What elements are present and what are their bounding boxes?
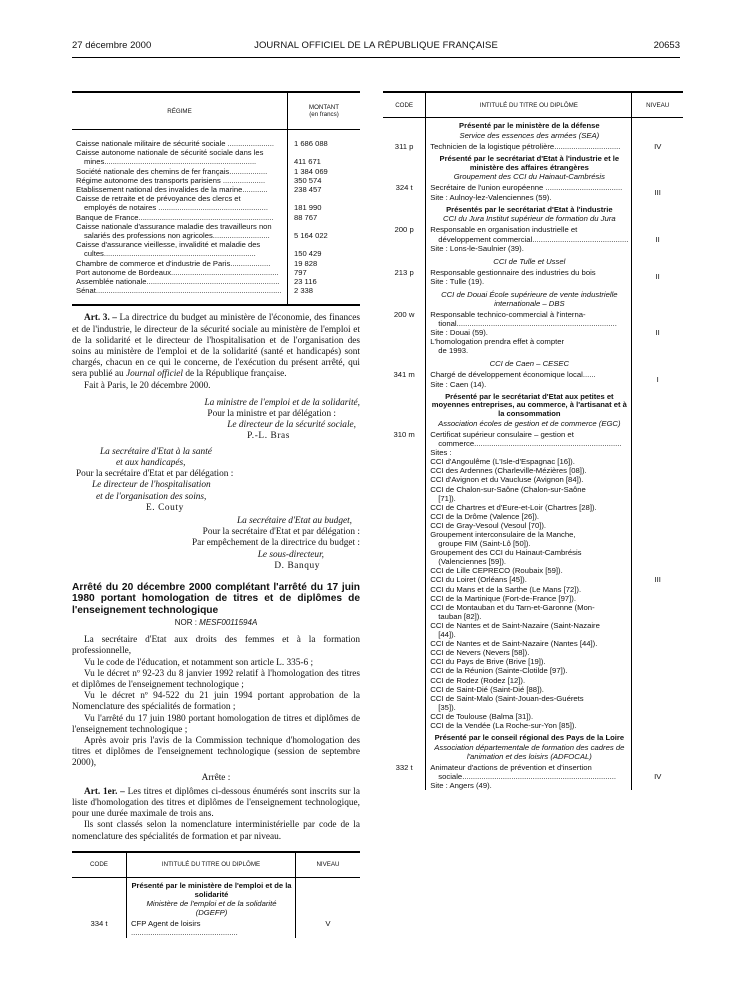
budget-row xyxy=(72,185,360,194)
entry-line: groupe FIM (Saint-Lô [50]). xyxy=(438,539,531,549)
montant-cell: 88 767 xyxy=(288,213,361,222)
entry-line: Chargé de développement économique local...... xyxy=(430,370,596,380)
arrete-preamble xyxy=(72,635,360,769)
entry-niveau: II xyxy=(655,328,660,338)
entry-line: Responsable en organisation industrielle et xyxy=(430,225,578,235)
entry-line: sociale........................................................................ xyxy=(438,771,616,781)
entry-line: CCI de Chartres et d'Eure-et-Loir (Chartres [28]). xyxy=(430,502,597,512)
entry-niveau: III xyxy=(654,188,661,198)
regime-line: Caisse autonome nationale de sécurité sociale dans les xyxy=(76,148,264,158)
entry-line: de 1993. xyxy=(438,346,469,356)
montant-cell: 23 116 xyxy=(288,277,361,286)
budget-table xyxy=(72,91,360,306)
entry-line: Site : Caen (14). xyxy=(430,379,487,389)
entry-line: CCI de Saint-Malo (Saint-Jouan-des-Guérets xyxy=(430,693,584,703)
sig2-name: E. Couty xyxy=(146,502,184,513)
nor-value: MESF0011594A xyxy=(199,618,258,628)
article-1-text: Les titres et diplômes ci-dessous énumérés sont inscrits sur la liste d'homologation des titres et diplômes de l'enseignement technologique, pour une durée maximale de trois ans. xyxy=(72,786,360,820)
entry-line: Groupement interconsulaire de la Manche, xyxy=(430,530,576,540)
preamble-paragraph: Après avoir pris l'avis de la Commission technique d'homologation des titres et diplômes de l'enseignement technologique (session de septembre 2000), xyxy=(72,735,360,769)
header-title: JOURNAL OFFICIEL DE LA RÉPUBLIQUE FRANÇAISE xyxy=(254,40,498,51)
signature-block-1 xyxy=(72,392,360,443)
col-regime: RÉGIME xyxy=(72,92,288,130)
entry-line: [35]). xyxy=(438,702,456,712)
section-subheading: CCI de Caen – CESEC xyxy=(489,359,570,369)
right-column xyxy=(383,91,683,790)
entry-line: CCI de Rodez (Rodez [12]). xyxy=(430,675,526,685)
nor-label: NOR : xyxy=(174,618,200,628)
regime-cell xyxy=(72,213,288,222)
section-header-row xyxy=(383,389,683,430)
col-titre: INTITULÉ DU TITRE OU DIPLÔME xyxy=(426,92,632,118)
regime-line: salariés des professions non agricoles........................... xyxy=(84,231,270,241)
budget-row xyxy=(72,148,360,166)
sig1-title: La ministre de l'emploi et de la solidarité, xyxy=(204,397,360,408)
montant-cell: 150 429 xyxy=(288,240,361,258)
montant-cell: 5 164 022 xyxy=(288,222,361,240)
table-row xyxy=(383,430,683,730)
budget-row xyxy=(72,213,360,222)
entry-line: CCI du Loiret (Orléans [45]). xyxy=(430,575,527,585)
section-header-row xyxy=(383,253,683,268)
arrete-word: Arrête : xyxy=(201,772,231,783)
entry-niveau: V xyxy=(325,919,331,929)
regime-cell xyxy=(72,139,288,148)
entry-line: CCI de Gray-Vesoul (Vesoul [70]). xyxy=(430,520,547,530)
sig1-name: P.-L. Bras xyxy=(247,431,290,442)
budget-row xyxy=(72,240,360,258)
entry-line: CCI des Ardennes (Charleville-Mézières [08]). xyxy=(430,466,587,476)
preamble-paragraph: Vu l'arrêté du 17 juin 1980 portant homologation de titres et diplômes de l'enseignement technologique ; xyxy=(72,713,360,735)
regime-line: Régime autonome des transports parisiens .................... xyxy=(76,175,266,185)
entry-line: Animateur d'actions de prévention et d'insertion xyxy=(430,762,592,772)
montant-cell: 1 686 088 xyxy=(288,139,361,148)
signature-block-2 xyxy=(72,443,360,514)
left-column xyxy=(72,91,360,938)
section-header-row xyxy=(383,118,683,142)
sig3-line3: Le sous-directeur, xyxy=(257,549,324,560)
montant-cell: 2 338 xyxy=(288,286,361,295)
budget-row xyxy=(72,277,360,286)
entry-line: développement commercial............................................. xyxy=(438,234,629,244)
section-subheading: Service des essences des armées (SEA) xyxy=(459,130,600,140)
entry-line: Groupement des CCI du Hainaut-Cambrésis xyxy=(430,548,582,558)
article-1 xyxy=(72,787,360,821)
entry-title xyxy=(426,225,632,252)
article-3 xyxy=(72,313,360,380)
classification-note: Ils sont classés selon la nomenclature interministérielle par code de la nomenclature des spécialités de formation et par niveau. xyxy=(72,820,360,842)
entry-line: [44]). xyxy=(438,630,456,640)
entry-line: CCI de Nantes et de Saint-Nazaire (Nantes [44]). xyxy=(430,639,598,649)
entry-line: (Valenciennes [59]). xyxy=(438,557,507,567)
sig3-title: La secrétaire d'Etat au budget, xyxy=(237,515,352,526)
entry-line: CCI du Pays de Brive (Brive [19]). xyxy=(430,657,546,667)
regime-cell xyxy=(72,185,288,194)
entry-line: CCI de Toulouse (Balma [31]). xyxy=(430,711,534,721)
section-heading: Présenté par le ministère de l'emploi et de la solidarité xyxy=(131,880,292,899)
regime-cell xyxy=(72,259,288,268)
entry-code: 341 m xyxy=(393,370,415,380)
section-heading: Présenté par le secrétariat d'Etat aux petites et moyennes entreprises, au commerce, à l'artisanat et à la consommation xyxy=(431,391,627,419)
entry-line: Technicien de la logistique pétrolière............................... xyxy=(430,141,621,151)
article-3-jo: Journal officiel xyxy=(125,369,184,380)
regime-line: Port autonome de Bordeaux................................................... xyxy=(76,267,279,277)
montant-cell: 238 457 xyxy=(288,185,361,194)
regime-cell xyxy=(72,167,288,176)
nor-line xyxy=(72,618,360,627)
entry-line: Site : Angers (49). xyxy=(430,781,492,791)
section-subheading: Ministère de l'emploi et de la solidarité (DGEFP) xyxy=(146,899,277,918)
entry-title xyxy=(426,310,632,355)
entry-line: commerce..................................................................... xyxy=(438,439,622,449)
col-montant-line1: MONTANT xyxy=(308,104,340,111)
section-heading: Présenté par le ministère de la défense xyxy=(459,121,600,130)
montant-cell: 350 574 xyxy=(288,176,361,185)
montant-cell: 181 990 xyxy=(288,194,361,212)
sig2-title1: La secrétaire d'Etat à la santé xyxy=(100,446,212,457)
entry-line: CCI de Saint-Dié (Saint-Dié [88]). xyxy=(430,684,544,694)
entry-title xyxy=(426,763,632,790)
sig3-line2: Par empêchement de la directrice du budget : xyxy=(191,538,360,549)
section-heading: Présentés par le secrétariat d'Etat à l'industrie xyxy=(446,204,613,214)
section-subheading: Groupement des CCI du Hainaut-Cambrésis xyxy=(453,172,605,182)
entry-line: CCI d'Avignon et du Vaucluse (Avignon [84]). xyxy=(430,475,584,485)
section-header-row xyxy=(383,286,683,310)
table-row xyxy=(383,225,683,252)
regime-line: Etablissement national des invalides de la marine............ xyxy=(76,185,268,195)
section-subheading: CCI du Jura Institut supérieur de formation du Jura xyxy=(443,214,616,224)
fait-a-paris: Fait à Paris, le 20 décembre 2000. xyxy=(84,380,211,391)
regime-cell xyxy=(72,240,288,258)
entry-title: CFP Agent de loisirs .................................................. xyxy=(127,919,296,937)
entry-line: Sites : xyxy=(430,448,452,458)
table-row xyxy=(383,268,683,286)
col-code: CODE xyxy=(72,852,127,878)
entry-niveau: II xyxy=(655,234,660,244)
section-subheading: Association écoles de gestion et de commerce (EGC) xyxy=(438,418,621,428)
entry-line: CCI d'Angoulême (L'Isle-d'Espagnac [16]). xyxy=(430,457,575,467)
entry-line: Responsable gestionnaire des industries du bois xyxy=(430,267,596,277)
entry-line: CCI de la Vendée (La Roche-sur-Yon [85]). xyxy=(430,720,577,730)
entry-title xyxy=(426,370,632,388)
entry-niveau: III xyxy=(654,575,661,585)
entry-line: CCI de Nantes et de Saint-Nazaire (Saint-Nazaire xyxy=(430,620,600,630)
sig2-line1: Pour la secrétaire d'Etat et par délégation : xyxy=(76,469,234,480)
entry-niveau: IV xyxy=(654,141,662,151)
right-diploma-table xyxy=(383,91,683,790)
table-row xyxy=(383,183,683,201)
entry-line: CCI de Chalon-sur-Saône (Chalon-sur-Saône xyxy=(430,484,586,494)
entry-code: 200 w xyxy=(393,309,415,319)
sig1-line1: Pour la ministre et par délégation : xyxy=(207,409,336,420)
regime-line: Caisse de retraite et de prévoyance des clercs et xyxy=(76,194,241,204)
regime-line: Assemblée nationale............................................................... xyxy=(76,277,280,287)
entry-line: L'homologation prendra effet à compter xyxy=(430,337,565,347)
table-row xyxy=(383,310,683,355)
entry-line: CCI de la Réunion (Sainte-Clotilde [97]). xyxy=(430,666,568,676)
regime-cell xyxy=(72,286,288,295)
entry-line: CCI de Nevers (Nevers [58]). xyxy=(430,648,530,658)
col-titre: INTITULÉ DU TITRE OU DIPLÔME xyxy=(127,852,296,878)
entry-title xyxy=(426,183,632,201)
regime-line: Banque de France................................................................ xyxy=(76,212,274,222)
sig2-title2: et aux handicapés, xyxy=(116,457,186,468)
regime-line: Caisse d'assurance vieillesse, invalidité et maladie des xyxy=(76,240,261,250)
page-number: 20653 xyxy=(653,40,680,51)
left-diploma-table xyxy=(72,851,360,938)
sig3-name: D. Banquy xyxy=(274,560,320,571)
budget-row xyxy=(72,167,360,176)
col-niveau: NIVEAU xyxy=(296,852,361,878)
regime-cell xyxy=(72,176,288,185)
entry-code: 332 t xyxy=(395,762,413,772)
regime-line: Sénat........................................................................................ xyxy=(76,286,282,296)
section-header-row xyxy=(383,730,683,763)
article-3-text-a: La directrice du budget au ministère de l'économie, des finances et de l'industrie, le directeur de la sécurité sociale au ministère de l'emploi et de la solidarité et le directeur de l'hospitalisation et de l'organisation des soins au ministère de l'emploi et de la solidarité (santé et handicapés) sont chargés, chacun en ce qui le concerne, de l'exécution du présent arrêté, qui sera publié au xyxy=(72,313,360,380)
budget-row xyxy=(72,259,360,268)
table-row xyxy=(383,142,683,151)
entry-code: 311 p xyxy=(394,141,414,151)
section-heading: Présenté par le conseil régional des Pays de la Loire xyxy=(434,733,625,743)
regime-line: Chambre de commerce et d'industrie de Paris................... xyxy=(76,258,271,268)
budget-row xyxy=(72,286,360,295)
entry-title xyxy=(426,268,632,286)
entry-line: CCI de la Drôme (Valence [26]). xyxy=(430,511,540,521)
preamble-paragraph: Vu le décret nº 94-522 du 21 juin 1994 portant approbation de la Nomenclature des spécialités de formation ; xyxy=(72,691,360,713)
regime-cell xyxy=(72,268,288,277)
entry-line: Responsable technico-commercial à l'interna- xyxy=(430,309,586,319)
table-row xyxy=(383,763,683,790)
entry-code: 213 p xyxy=(394,267,414,277)
entry-niveau: I xyxy=(656,374,659,384)
montant-cell: 411 671 xyxy=(288,148,361,166)
budget-row xyxy=(72,176,360,185)
entry-niveau: II xyxy=(655,272,660,282)
regime-line: mines........................................................................ xyxy=(84,157,257,167)
entry-line: Site : Tulle (19). xyxy=(430,276,485,286)
preamble-paragraph: La secrétaire d'Etat aux droits des femmes et à la formation professionnelle, xyxy=(72,635,360,657)
arrete-title: Arrêté du 20 décembre 2000 complétant l'arrêté du 17 juin 1980 portant homologation de titres et de diplômes de l'enseignement technologique xyxy=(72,581,360,616)
table-row xyxy=(383,370,683,388)
col-montant-line2: (en francs) xyxy=(309,111,339,118)
section-header-row xyxy=(383,355,683,370)
sig2-line2: Le directeur de l'hospitalisation xyxy=(92,480,211,491)
regime-line: cultes........................................................................ xyxy=(84,249,256,259)
entry-line: tauban [82]). xyxy=(438,611,482,621)
regime-line: Caisse nationale d'assurance maladie des travailleurs non xyxy=(76,221,272,231)
section-header-row xyxy=(383,202,683,226)
sig3-line1: Pour la secrétaire d'Etat et par délégation : xyxy=(202,527,360,538)
sig2-line3: et de l'organisation des soins, xyxy=(96,491,207,502)
entry-code: 324 t xyxy=(395,183,413,193)
article-1-label: Art. 1er. – xyxy=(84,786,125,797)
col-niveau: NIVEAU xyxy=(632,92,683,118)
regime-line: employés de notaires .................................................... xyxy=(84,203,269,213)
regime-cell xyxy=(72,194,288,212)
entry-line: Certificat supérieur consulaire – gestion et xyxy=(430,429,574,439)
section-subheading: CCI de Tulle et Ussel xyxy=(493,256,566,266)
entry-title xyxy=(426,430,632,730)
entry-code: 310 m xyxy=(393,429,415,439)
header-date: 27 décembre 2000 xyxy=(72,40,152,51)
section-subheading: Association départementale de formation des cadres de l'animation et des loisirs (ADFOCAL) xyxy=(434,742,625,761)
entry-line: CCI de Montauban et du Tarn-et-Garonne (Mon- xyxy=(430,602,595,612)
sig1-line2: Le directeur de la sécurité sociale, xyxy=(227,420,356,431)
entry-line: [71]). xyxy=(438,493,456,503)
running-header xyxy=(72,40,680,54)
section-heading: Présenté par le secrétariat d'Etat à l'industrie et le ministère des affaires étrangères xyxy=(439,153,620,172)
signature-block-3 xyxy=(72,514,360,572)
regime-cell xyxy=(72,222,288,240)
entry-niveau: IV xyxy=(654,771,662,781)
col-montant xyxy=(288,92,361,130)
budget-row xyxy=(72,222,360,240)
preamble-paragraph: Vu le code de l'éducation, et notamment son article L. 335-6 ; xyxy=(84,657,314,668)
entry-line: Site : Lons-le-Saulnier (39). xyxy=(430,243,524,253)
budget-row xyxy=(72,194,360,212)
section-header-row xyxy=(383,151,683,184)
entry-code: 200 p xyxy=(394,225,414,235)
col-code: CODE xyxy=(383,92,426,118)
montant-cell: 797 xyxy=(288,268,361,277)
budget-row xyxy=(72,139,360,148)
regime-line: Société nationale des chemins de fer français.................. xyxy=(76,166,268,176)
regime-cell xyxy=(72,277,288,286)
section-subheading: CCI de Douai École supérieure de vente industrielle internationale – DBS xyxy=(441,289,618,308)
entry-line: Site : Aulnoy-lez-Valenciennes (59). xyxy=(430,192,552,202)
regime-line: Caisse nationale militaire de sécurité sociale ...................... xyxy=(76,139,274,148)
article-3-text-b: de la République française. xyxy=(183,369,287,380)
entry-line: Secrétaire de l'union européenne .................................... xyxy=(430,183,623,193)
preamble-paragraph: Vu le décret nº 92-23 du 8 janvier 1992 relatif à l'homologation des titres et diplômes de l'enseignement technologique ; xyxy=(72,668,360,690)
article-3-label: Art. 3. – xyxy=(84,313,117,324)
entry-code: 334 t xyxy=(90,919,108,929)
budget-row xyxy=(72,268,360,277)
entry-line: tional........................................................................... xyxy=(438,319,617,329)
montant-cell: 1 384 069 xyxy=(288,167,361,176)
entry-line: CCI du Mans et de la Sarthe (Le Mans [72]). xyxy=(430,584,582,594)
montant-cell: 19 828 xyxy=(288,259,361,268)
header-rule xyxy=(72,57,680,58)
entry-line: CCI de la Martinique (Fort-de-France [97]). xyxy=(430,593,576,603)
entry-line: CCI de Lille CEPRECO (Roubaix [59]). xyxy=(430,566,563,576)
regime-cell xyxy=(72,148,288,166)
entry-title xyxy=(426,142,632,151)
entry-line: Site : Douai (59). xyxy=(430,328,488,338)
